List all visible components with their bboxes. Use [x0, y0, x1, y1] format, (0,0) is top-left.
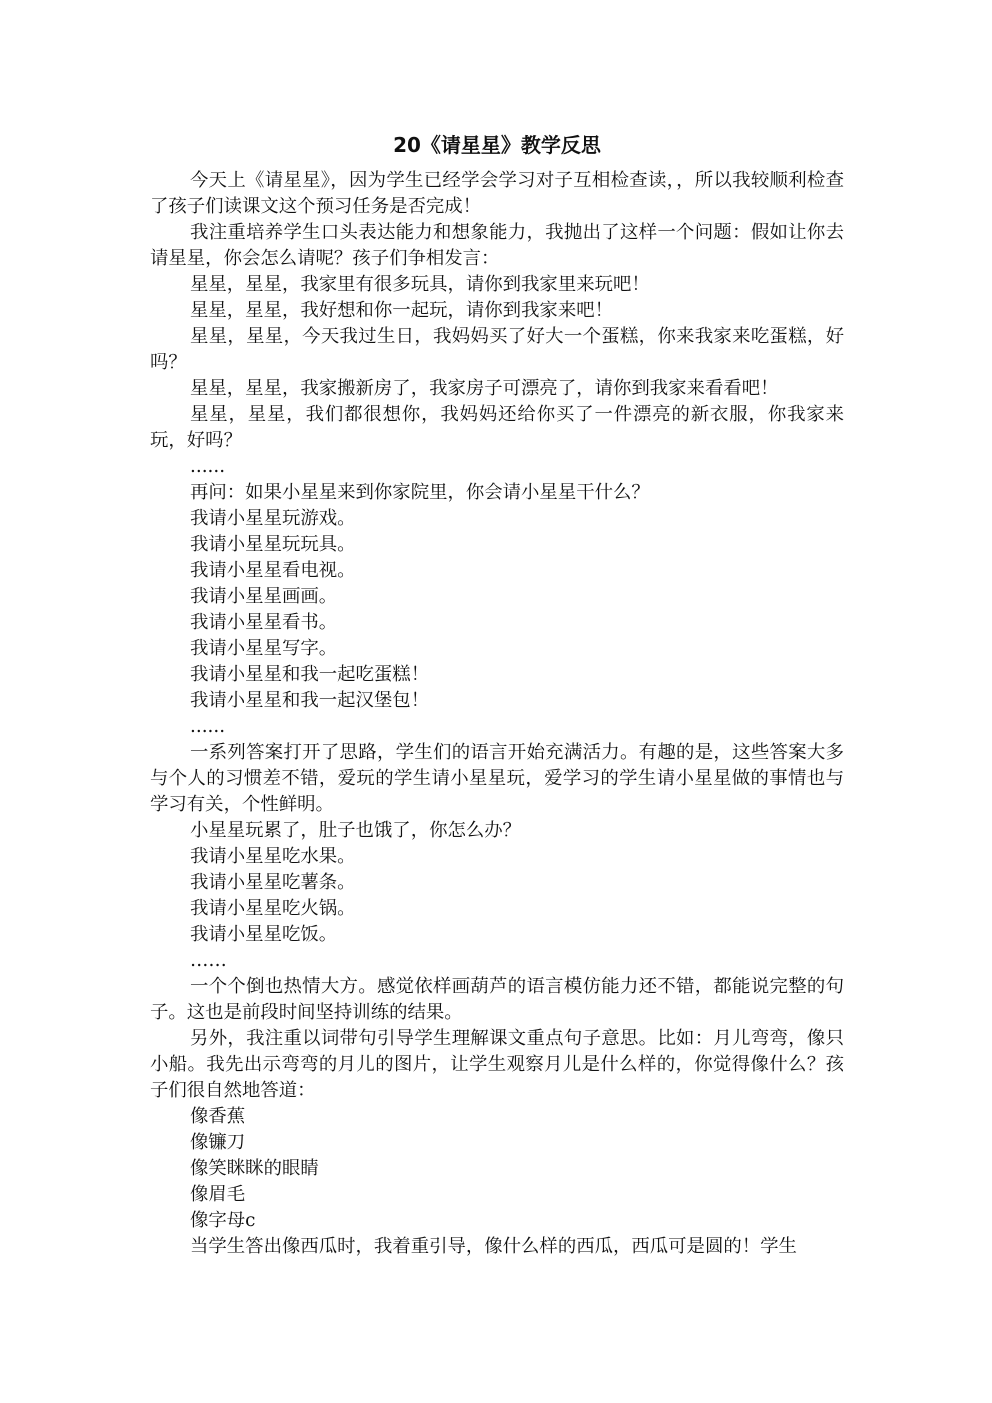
paragraph: 我请小星星玩玩具。: [190, 534, 356, 555]
paragraph: 像眉毛: [190, 1184, 246, 1205]
paragraph: 像镰刀: [190, 1132, 246, 1153]
paragraph: 星星，星星，我们都很想你，我妈妈还给你买了一件漂亮的新衣服，你我家来玩，好吗？: [150, 404, 844, 451]
document-page: [150, 128, 844, 1260]
paragraph: 再问：如果小星星来到你家院里，你会请小星星干什么？: [190, 482, 650, 503]
paragraph: 另外，我注重以词带句引导学生理解课文重点句子意思。比如：月儿弯弯，像只小船。我先出示弯弯的月儿的图片，让学生观察月儿是什么样的，你觉得像什么？孩子们很自然地答道：: [150, 1028, 844, 1101]
paragraph: 我请小星星看电视。: [190, 560, 356, 581]
paragraph: 我请小星星画画。: [190, 586, 338, 607]
paragraph: 我请小星星和我一起吃蛋糕！: [190, 664, 430, 685]
paragraph: 像字母c: [190, 1210, 256, 1231]
ellipsis-line: ......: [190, 456, 226, 477]
paragraph: 一个个倒也热情大方。感觉依样画葫芦的语言模仿能力还不错，都能说完整的句子。这也是前段时间坚持训练的结果。: [150, 976, 844, 1023]
document-body: [150, 168, 844, 1260]
paragraph: 我请小星星吃火锅。: [190, 898, 356, 919]
paragraph: 今天上《请星星》，因为学生已经学会学习对子互相检查读，，所以我较顺利检查了孩子们读课文这个预习任务是否完成！: [150, 170, 844, 217]
paragraph: 我请小星星和我一起汉堡包！: [190, 690, 430, 711]
paragraph: 星星，星星，今天我过生日，我妈妈买了好大一个蛋糕，你来我家来吃蛋糕，好吗？: [150, 326, 844, 373]
paragraph: 我请小星星吃薯条。: [190, 872, 356, 893]
paragraph: 当学生答出像西瓜时，我着重引导，像什么样的西瓜，西瓜可是圆的！学生: [190, 1236, 797, 1257]
paragraph: 我请小星星吃饭。: [190, 924, 338, 945]
paragraph: 星星，星星，我好想和你一起玩，请你到我家来吧！: [190, 300, 613, 321]
paragraph: 像香蕉: [190, 1106, 246, 1127]
paragraph: 星星，星星，我家里有很多玩具，请你到我家里来玩吧！: [190, 274, 650, 295]
ellipsis-line: ......: [190, 716, 226, 737]
paragraph: 像笑眯眯的眼睛: [190, 1158, 319, 1179]
paragraph: 我注重培养学生口头表达能力和想象能力，我抛出了这样一个问题：假如让你去请星星，你会怎么请呢？孩子们争相发言：: [150, 222, 844, 269]
paragraph: 我请小星星吃水果。: [190, 846, 356, 867]
paragraph: 我请小星星写字。: [190, 638, 338, 659]
ellipsis-line: ……: [190, 950, 227, 971]
paragraph: 我请小星星玩游戏。: [190, 508, 356, 529]
paragraph: 一系列答案打开了思路，学生们的语言开始充满活力。有趣的是，这些答案大多与个人的习惯差不错，爱玩的学生请小星星玩，爱学习的学生请小星星做的事情也与学习有关，个性鲜明。: [150, 742, 844, 815]
paragraph: 星星，星星，我家搬新房了，我家房子可漂亮了，请你到我家来看看吧！: [190, 378, 779, 399]
paragraph: 小星星玩累了，肚子也饿了，你怎么办？: [190, 820, 522, 841]
paragraph: 我请小星星看书。: [190, 612, 338, 633]
document-title: 20《请星星》教学反思: [393, 133, 601, 157]
